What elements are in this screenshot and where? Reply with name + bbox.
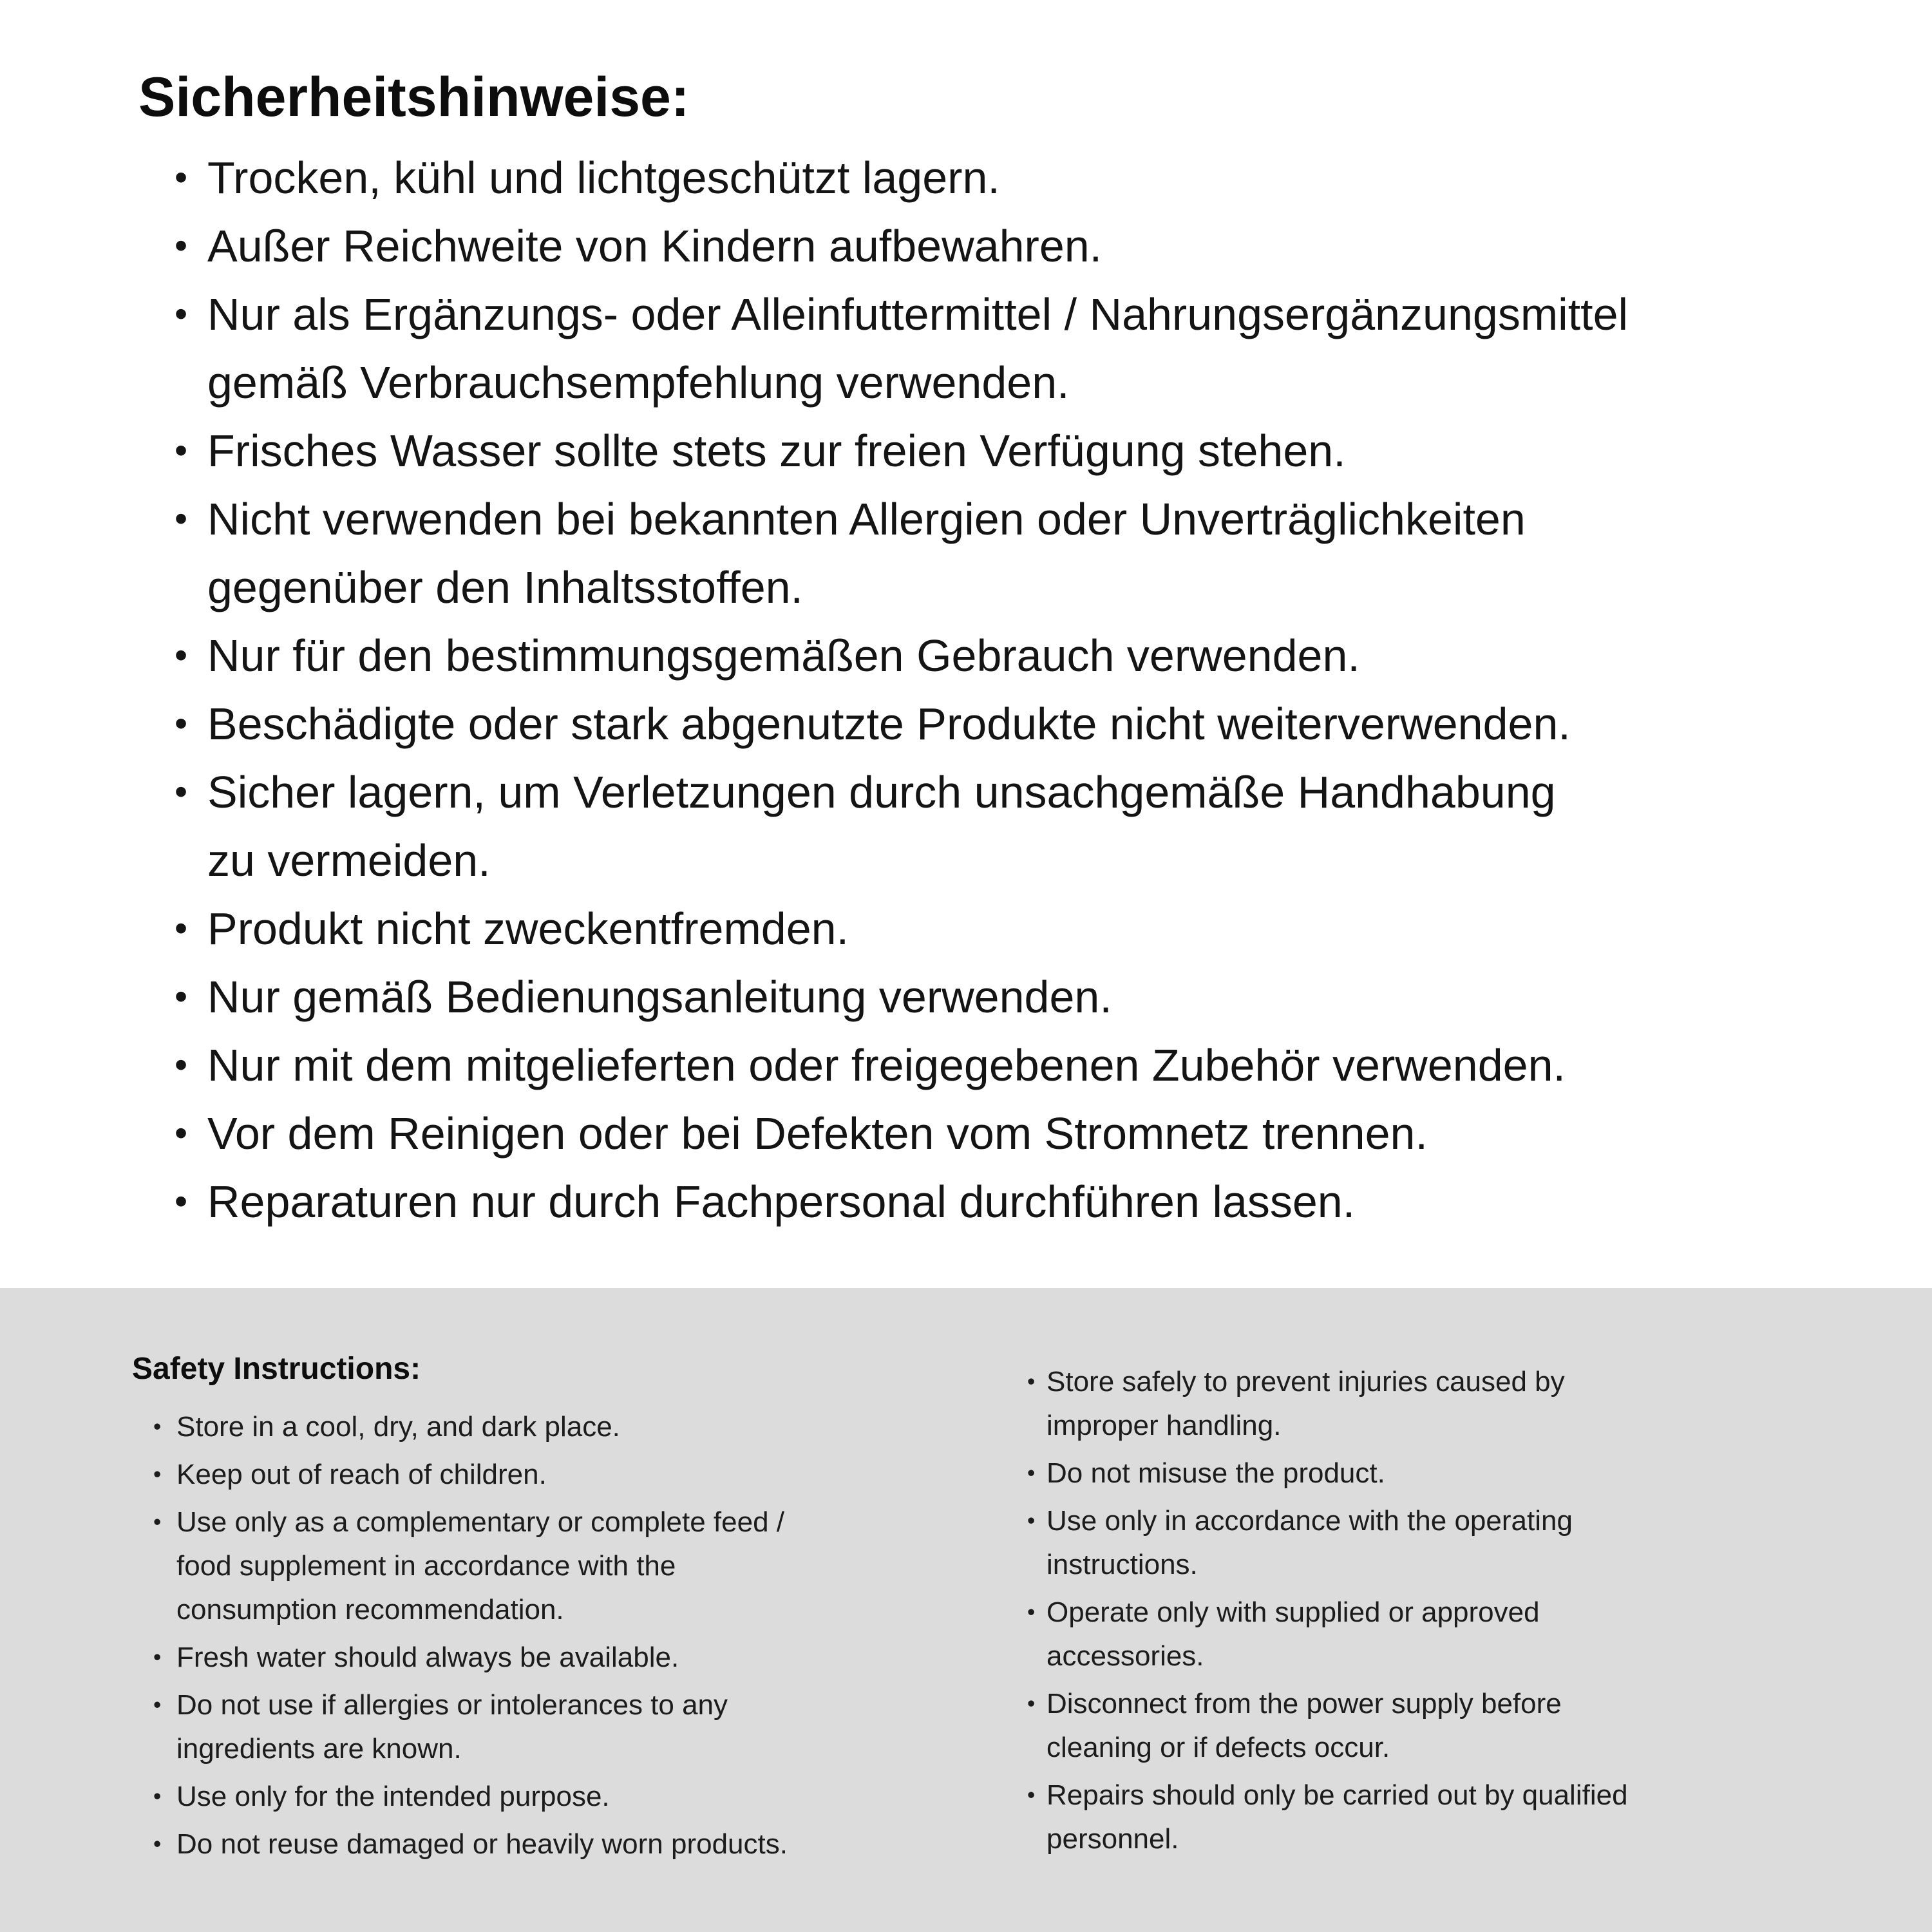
bullet-line: consumption recommendation. [176,1594,564,1625]
bullet-line: zu vermeiden. [207,835,491,886]
bullet-line: Use only for the intended purpose. [176,1781,610,1812]
bullet-line: Repairs should only be carried out by qualified [1046,1779,1628,1811]
bullet-line: personnel. [1046,1823,1179,1855]
english-left-bullet-list [132,1405,1008,1866]
bullet-item [1027,1774,1922,1861]
bullet-item [175,690,1893,758]
bullet-line: food supplement in accordance with the [176,1550,676,1582]
bullet-line: Nur für den bestimmungsgemäßen Gebrauch verwenden. [207,630,1360,681]
bullet-item [175,417,1893,485]
bullet-line: Store safely to prevent injuries caused by [1046,1366,1565,1397]
german-bullet-list [175,144,1893,1236]
bullet-dot-icon: • [153,1832,162,1857]
bullet-item [175,895,1893,963]
bullet-line: Do not reuse damaged or heavily worn products. [176,1828,788,1860]
bullet-line: Do not use if allergies or intolerances to any [176,1689,728,1721]
bullet-line: Do not misuse the product. [1046,1457,1385,1489]
bullet-line: Use only in accordance with the operating [1046,1505,1573,1537]
bullet-dot-icon: • [1027,1508,1036,1533]
bullet-dot-icon: • [175,157,188,199]
bullet-item [1027,1591,1922,1678]
bullet-item [1027,1682,1922,1770]
bullet-dot-icon: • [175,225,188,267]
bullet-dot-icon: • [153,1784,162,1809]
bullet-item [1027,1360,1922,1448]
bullet-dot-icon: • [175,498,188,540]
bullet-item [132,1775,1008,1819]
bullet-line: Vor dem Reinigen oder bei Defekten vom Stromnetz trennen. [207,1108,1428,1159]
bullet-line: Keep out of reach of children. [176,1459,547,1490]
bullet-item [132,1636,1008,1680]
bullet-item [132,1405,1008,1449]
bullet-dot-icon: • [175,430,188,472]
bullet-line: Nur mit dem mitgelieferten oder freigegebenen Zubehör verwenden. [207,1040,1566,1091]
bullet-dot-icon: • [175,1045,188,1086]
bullet-item [132,1683,1008,1771]
bullet-line: Reparaturen nur durch Fachpersonal durchführen lassen. [207,1177,1356,1227]
bullet-line: Store in a cool, dry, and dark place. [176,1411,620,1443]
bullet-dot-icon: • [153,1645,162,1670]
english-left-column [132,1350,1008,1870]
bullet-line: cleaning or if defects occur. [1046,1732,1390,1763]
bullet-line: gegenüber den Inhaltsstoffen. [207,562,804,613]
bullet-dot-icon: • [153,1510,162,1535]
bullet-dot-icon: • [175,294,188,336]
bullet-line: Außer Reichweite von Kindern aufbewahren. [207,221,1103,272]
bullet-dot-icon: • [1027,1369,1036,1394]
bullet-item [175,963,1893,1031]
english-right-bullet-list [1027,1360,1922,1861]
bullet-dot-icon: • [175,1181,188,1223]
bullet-line: Nur gemäß Bedienungsanleitung verwenden. [207,972,1112,1023]
german-section-title: Sicherheitshinweise: [138,66,690,128]
bullet-line: Frisches Wasser sollte stets zur freien Verfügung stehen. [207,426,1346,477]
bullet-line: ingredients are known. [176,1733,462,1765]
english-section [0,1288,1932,1932]
bullet-line: Produkt nicht zweckentfremden. [207,904,849,954]
bullet-item [1027,1499,1922,1587]
bullet-dot-icon: • [153,1414,162,1439]
bullet-dot-icon: • [175,908,188,950]
bullet-item [132,1823,1008,1866]
english-section-title: Safety Instructions: [132,1352,421,1386]
english-right-column [1027,1360,1922,1865]
bullet-dot-icon: • [1027,1461,1036,1486]
bullet-line: gemäß Verbrauchsempfehlung verwenden. [207,357,1070,408]
bullet-line: improper handling. [1046,1410,1282,1441]
bullet-dot-icon: • [175,976,188,1018]
bullet-item [175,280,1893,417]
bullet-line: Trocken, kühl und lichtgeschützt lagern. [207,153,1000,204]
bullet-dot-icon: • [175,772,188,813]
bullet-dot-icon: • [1027,1600,1036,1625]
bullet-item [175,485,1893,621]
bullet-dot-icon: • [1027,1691,1036,1716]
bullet-line: Sicher lagern, um Verletzungen durch unsachgemäße Handhabung [207,767,1556,818]
bullet-item [175,1099,1893,1168]
bullet-item [175,621,1893,690]
bullet-line: instructions. [1046,1549,1198,1580]
bullet-line: Beschädigte oder stark abgenutzte Produkte nicht weiterverwenden. [207,699,1571,750]
bullet-item [175,1168,1893,1236]
bullet-line: Fresh water should always be available. [176,1642,679,1673]
bullet-item [1027,1452,1922,1495]
bullet-item [175,1031,1893,1099]
bullet-line: Nicht verwenden bei bekannten Allergien oder Unverträglichkeiten [207,494,1526,545]
bullet-item [132,1501,1008,1632]
bullet-item [175,758,1893,895]
bullet-item [175,212,1893,280]
bullet-dot-icon: • [175,635,188,677]
bullet-dot-icon: • [175,703,188,745]
bullet-dot-icon: • [1027,1783,1036,1808]
bullet-line: Nur als Ergänzungs- oder Alleinfuttermittel / Nahrungsergänzungsmittel [207,289,1629,340]
bullet-item [175,144,1893,212]
bullet-line: accessories. [1046,1640,1204,1672]
bullet-dot-icon: • [153,1462,162,1487]
bullet-item [132,1453,1008,1497]
bullet-dot-icon: • [153,1692,162,1718]
bullet-line: Operate only with supplied or approved [1046,1596,1540,1628]
bullet-line: Disconnect from the power supply before [1046,1688,1562,1719]
bullet-line: Use only as a complementary or complete feed / [176,1506,785,1538]
bullet-dot-icon: • [175,1113,188,1155]
